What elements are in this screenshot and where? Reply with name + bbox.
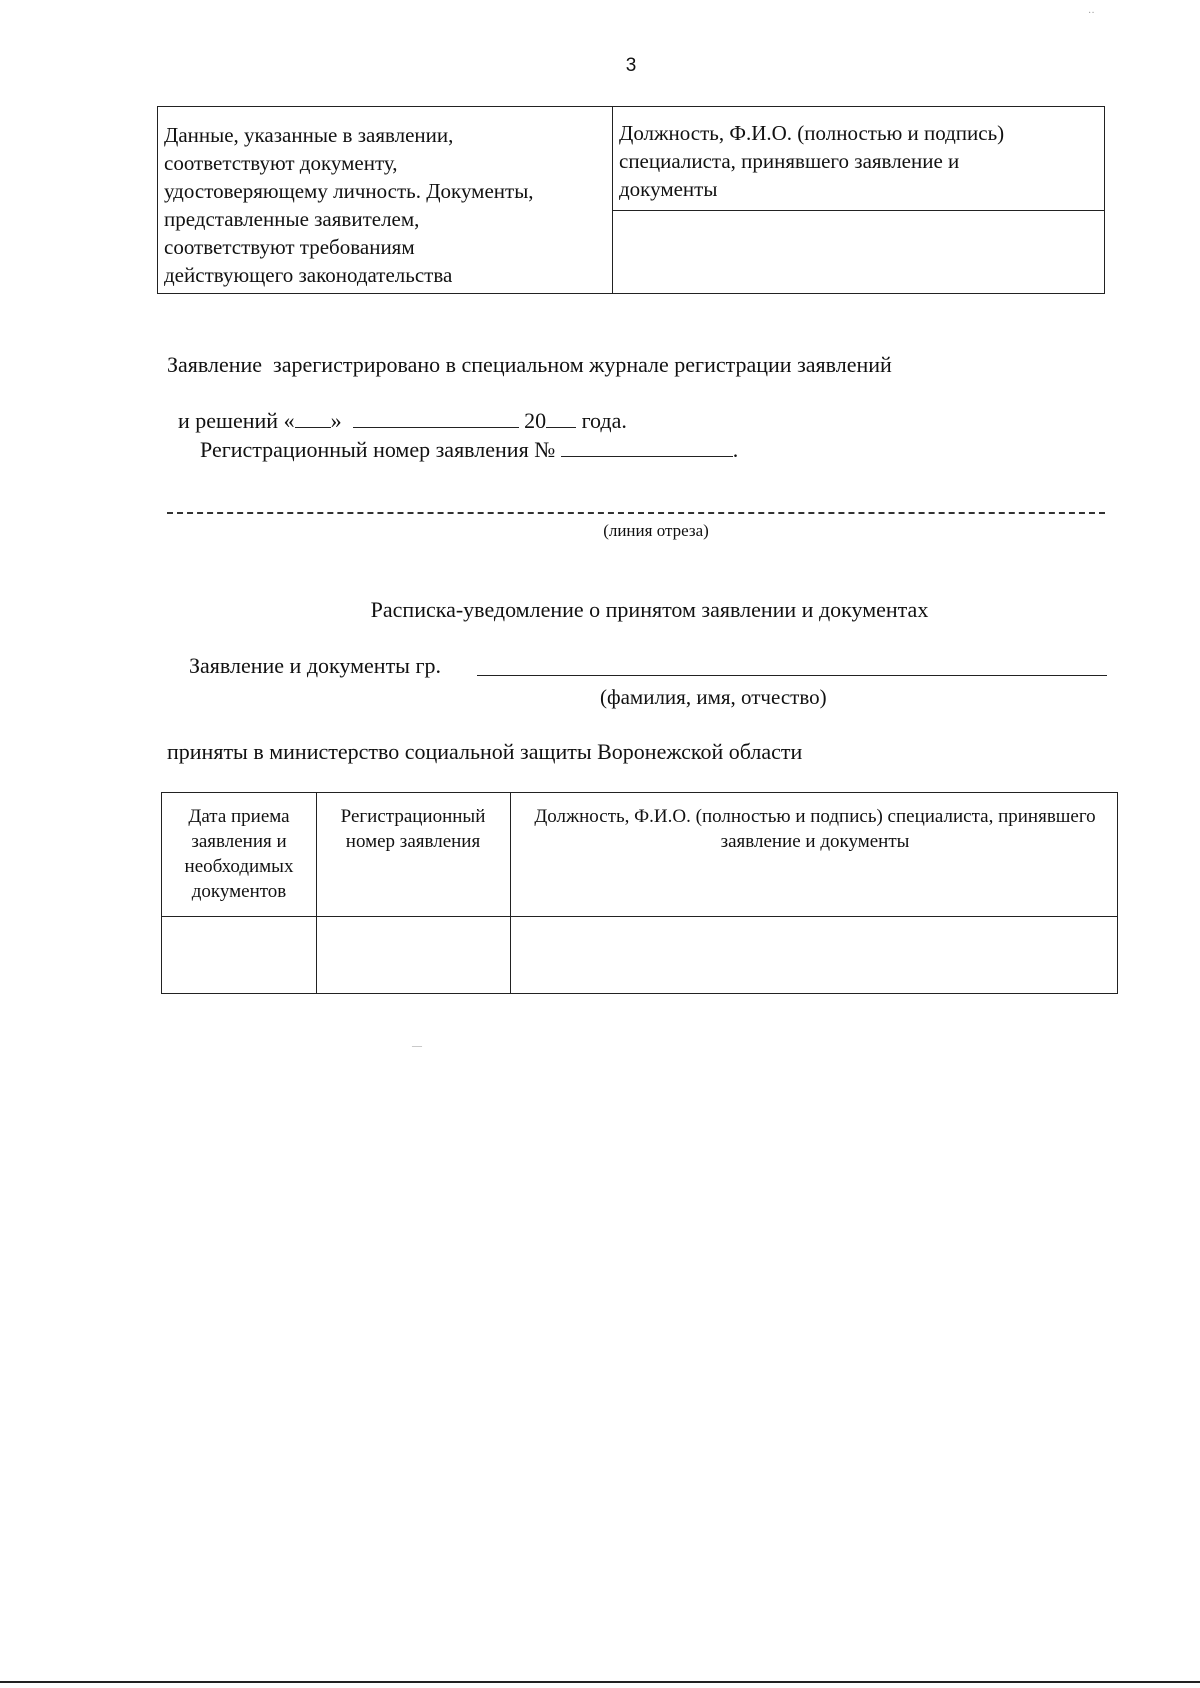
specialist-header-line: Должность, Ф.И.О. (полностью и подпись) [619,121,1005,145]
date-received-field[interactable] [162,917,316,993]
registration-line-3 [189,410,738,463]
scan-speck: ·· [1088,8,1095,19]
header-date-received: Дата приема заявления и необходимых документов [184,806,294,902]
specialist-header-cell [613,107,1104,211]
statement-line: представленные заявителем, [164,207,420,231]
cut-line-label: (линия отреза) [603,521,709,540]
statement-line: Данные, указанные в заявлении, [164,123,454,147]
registration-number-cell[interactable] [317,917,510,993]
verification-statement-cell [158,107,613,293]
registration-line-1: Заявление зарегистрировано в специальном журнале регистрации заявлений [167,352,892,377]
page-number: 3 [625,55,637,76]
receipt-title: Расписка-уведомление о принятом заявлении и документах [370,597,929,622]
registration-number-period: . [732,437,739,462]
specialist-header-line: документы [619,177,718,201]
registration-year-suffix: года. [581,408,627,433]
header-registration-number: Регистрационный номер заявления [340,806,486,852]
statement-line: соответствуют требованиям [164,235,415,259]
cut-line [167,512,1105,514]
applicant-name-caption: (фамилия, имя, отчество) [600,685,827,709]
accepted-by-line: приняты в министерство социальной защиты Воронежской области [167,739,803,764]
specialist-signature-field[interactable] [613,211,1104,293]
specialist-signature-cell[interactable] [511,917,1116,993]
page-bottom-rule [0,1681,1200,1683]
specialist-header-line: специалиста, принявшего заявление и [619,149,960,173]
applicant-label: Заявление и документы гр. [189,653,441,678]
receipt-table [161,792,1118,994]
statement-line: удостоверяющему личность. Документы, [164,179,534,203]
verification-table [157,106,1105,294]
registration-quote-close: » [330,408,342,433]
applicant-name-field[interactable] [477,675,1107,676]
header-specialist: Должность, Ф.И.О. (полностью и подпись) специалиста, принявшего заявление и документы [534,806,1096,852]
registration-number-field[interactable] [561,436,733,457]
scan-speck: — [412,1041,422,1052]
statement-line: действующего законодательства [164,263,453,287]
statement-line: соответствуют документу, [164,151,398,175]
registration-year-prefix: 20 [524,408,547,433]
registration-number-label: Регистрационный номер заявления № [200,437,556,462]
registration-prefix: и решений « [178,408,295,433]
